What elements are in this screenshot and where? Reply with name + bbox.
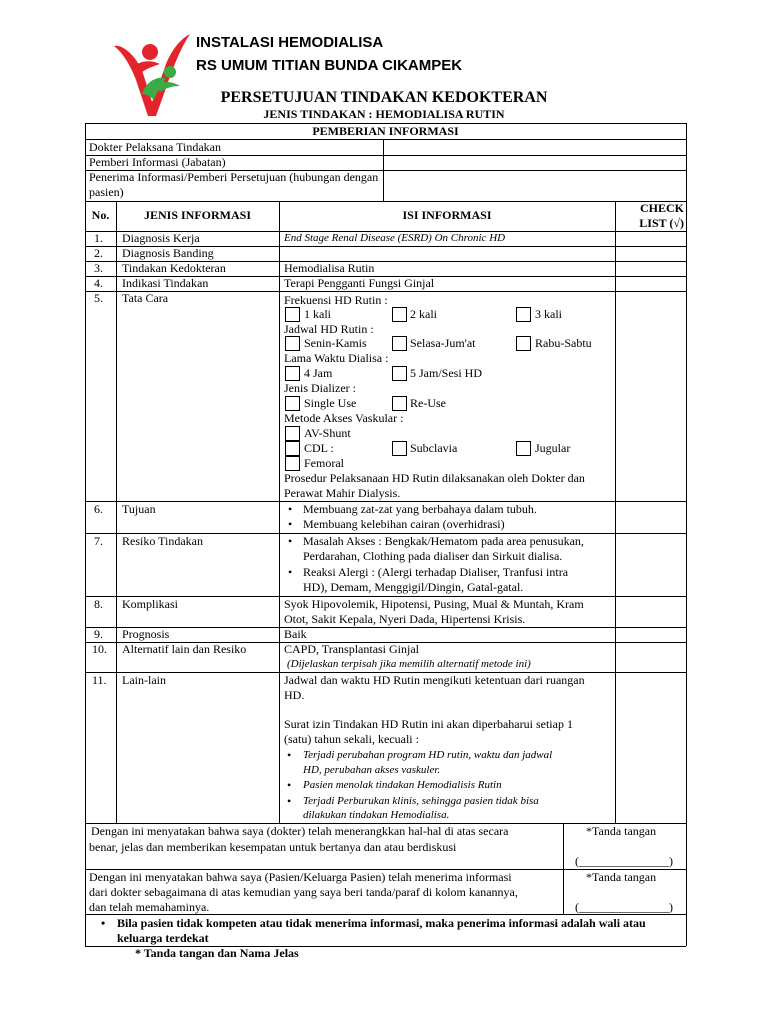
row-isi: Hemodialisa Rutin bbox=[284, 261, 375, 275]
bullet-icon: • bbox=[287, 748, 292, 762]
option-label: 4 Jam bbox=[304, 366, 333, 380]
row-no: 6. bbox=[94, 502, 103, 516]
row-no: 4. bbox=[94, 276, 103, 290]
row-no: 1. bbox=[94, 231, 103, 245]
row-no: 8. bbox=[94, 597, 103, 611]
doctor-statement: benar, jelas dan memberikan kesempatan untuk bertanya dan atau berdiskusi bbox=[89, 840, 457, 854]
header-no: No. bbox=[91, 208, 110, 222]
footer-note: keluarga terdekat bbox=[117, 931, 209, 945]
checkbox-cdl[interactable] bbox=[285, 441, 300, 456]
check-cell[interactable] bbox=[616, 247, 685, 261]
lama-label: Lama Waktu Dialisa : bbox=[284, 351, 389, 365]
row-note: (Dijelaskan terpisah jika memilih alternatif metode ini) bbox=[287, 658, 531, 670]
institution-name: INSTALASI HEMODIALISA bbox=[196, 34, 384, 51]
patient-sign-field[interactable]: (_______________) bbox=[575, 900, 673, 914]
dializer-label: Jenis Dializer : bbox=[284, 381, 356, 395]
header-jenis: JENIS INFORMASI bbox=[143, 208, 251, 222]
check-cell[interactable] bbox=[616, 534, 685, 596]
row-isi: Terapi Pengganti Fungsi Ginjal bbox=[284, 276, 435, 290]
option-label: Re-Use bbox=[410, 396, 446, 410]
bullet-icon: • bbox=[288, 534, 293, 548]
bullet-icon: • bbox=[287, 794, 292, 808]
row-jenis: Tindakan Kedokteran bbox=[122, 261, 226, 275]
row-isi: Otot, Sakit Kepala, Nyeri Dada, Hipertensi Krisis. bbox=[284, 612, 526, 626]
bullet-text: Perdarahan, Clothing pada dialiser dan Sirkuit dialisa. bbox=[303, 549, 563, 563]
bullet-icon: • bbox=[288, 502, 293, 516]
row-no: 11. bbox=[92, 673, 107, 687]
bullet-text: HD), Demam, Menggigil/Dingin, Gatal-gatal. bbox=[303, 580, 524, 594]
page-subtitle: JENIS TINDAKAN : HEMODIALISA RUTIN bbox=[263, 107, 505, 121]
row-no: 7. bbox=[94, 534, 103, 548]
row-isi: HD. bbox=[284, 688, 305, 702]
section-title: PEMBERIAN INFORMASI bbox=[312, 124, 459, 138]
row-no: 10. bbox=[92, 642, 107, 656]
row-isi: Syok Hipovolemik, Hipotensi, Pusing, Mual & Muntah, Kram bbox=[284, 597, 584, 611]
metode-label: Metode Akses Vaskular : bbox=[284, 411, 404, 425]
doctor-statement: Dengan ini menyatakan bahwa saya (dokter) telah menerangkkan hal-hal di atas secara bbox=[91, 824, 509, 838]
check-cell[interactable] bbox=[616, 232, 685, 246]
row-no: 5. bbox=[94, 291, 103, 305]
bullet-text: Terjadi perubahan program HD rutin, waktu dan jadwal bbox=[303, 749, 553, 761]
checkbox-2-kali[interactable] bbox=[392, 307, 407, 322]
row-jenis: Resiko Tindakan bbox=[122, 534, 204, 548]
bullet-icon: • bbox=[101, 916, 106, 930]
signature-note: * Tanda tangan dan Nama Jelas bbox=[135, 946, 299, 960]
option-label: Senin-Kamis bbox=[304, 336, 367, 350]
checkbox-3-kali[interactable] bbox=[516, 307, 531, 322]
row-jenis: Tujuan bbox=[122, 502, 156, 516]
row-isi: CAPD, Transplantasi Ginjal bbox=[284, 642, 420, 656]
option-label: Jugular bbox=[535, 441, 571, 455]
row-isi: (satu) tahun sekali, kecuali : bbox=[284, 732, 419, 746]
row-jenis: Komplikasi bbox=[122, 597, 178, 611]
bullet-icon: • bbox=[288, 517, 293, 531]
checkbox-re-use[interactable] bbox=[392, 396, 407, 411]
patient-statement: dan telah memahaminya. bbox=[89, 900, 210, 914]
bullet-text: HD, perubahan akses vaskuler. bbox=[303, 764, 441, 776]
bullet-icon: • bbox=[287, 778, 292, 792]
bullet-text: Pasien menolak tindakan Hemodialisis Rutin bbox=[303, 779, 502, 791]
option-label: CDL : bbox=[304, 441, 334, 455]
row-no: 9. bbox=[94, 627, 103, 641]
row-jenis: Lain-lain bbox=[122, 673, 166, 687]
field-label-penerima: Penerima Informasi/Pemberi Persetujuan (hubungan dengan pasien) bbox=[89, 170, 379, 199]
bullet-text: dilakukan tindakan Hemodialisa. bbox=[303, 809, 450, 821]
field-label-dokter: Dokter Pelaksana Tindakan bbox=[89, 140, 221, 154]
field-label-pemberi: Pemberi Informasi (Jabatan) bbox=[89, 155, 226, 169]
check-cell[interactable] bbox=[616, 502, 685, 533]
row-jenis: Diagnosis Banding bbox=[122, 246, 214, 260]
row-jenis: Tata Cara bbox=[122, 291, 169, 305]
checkbox-selasa-jumat[interactable] bbox=[392, 336, 407, 351]
frekuensi-label: Frekuensi HD Rutin : bbox=[284, 293, 388, 307]
option-label: 3 kali bbox=[535, 307, 562, 321]
option-label: AV-Shunt bbox=[304, 426, 351, 440]
page-title: PERSETUJUAN TINDAKAN KEDOKTERAN bbox=[220, 89, 548, 106]
bullet-text: Membuang kelebihan cairan (overhidrasi) bbox=[303, 517, 505, 531]
option-label: Femoral bbox=[304, 456, 344, 470]
patient-statement: dari dokter sebagaimana di atas kemudian yang saya beri tanda/paraf di kolom kanannya, bbox=[89, 885, 518, 899]
row-jenis: Prognosis bbox=[122, 627, 170, 641]
bullet-text: Membuang zat-zat yang berbahaya dalam tubuh. bbox=[303, 502, 537, 516]
hospital-name: RS UMUM TITIAN BUNDA CIKAMPEK bbox=[196, 57, 463, 74]
row-isi: Baik bbox=[284, 627, 307, 641]
doctor-sign-field[interactable]: (_______________) bbox=[575, 854, 673, 868]
check-cell[interactable] bbox=[616, 597, 685, 627]
bullet-text: Masalah Akses : Bengkak/Hematom pada area penusukan, bbox=[303, 534, 584, 548]
checkbox-single-use[interactable] bbox=[285, 396, 300, 411]
row-isi: Jadwal dan waktu HD Rutin mengikuti ketentuan dari ruangan bbox=[284, 673, 585, 687]
pemberi-input[interactable] bbox=[384, 156, 685, 170]
checkbox-jugular[interactable] bbox=[516, 441, 531, 456]
bullet-text: Reaksi Alergi : (Alergi terhadap Dialiser, Tranfusi intra bbox=[303, 565, 569, 579]
checkbox-1-kali[interactable] bbox=[285, 307, 300, 322]
checkbox-senin-kamis[interactable] bbox=[285, 336, 300, 351]
footer-note: Bila pasien tidak kompeten atau tidak menerima informasi, maka penerima informasi adalah wali atau bbox=[117, 916, 646, 930]
row-isi: End Stage Renal Disease (ESRD) On Chronic HD bbox=[284, 232, 506, 244]
option-label: 2 kali bbox=[410, 307, 437, 321]
jadwal-label: Jadwal HD Rutin : bbox=[284, 322, 374, 336]
dokter-input[interactable] bbox=[384, 140, 685, 155]
check-cell[interactable] bbox=[616, 277, 685, 291]
row-no: 2. bbox=[94, 246, 103, 260]
row-jenis: Diagnosis Kerja bbox=[122, 231, 200, 245]
prosedur-text: Prosedur Pelaksanaan HD Rutin dilaksanakan oleh Dokter dan Perawat Mahir Dialysis. bbox=[284, 471, 585, 500]
option-label: 1 kali bbox=[304, 307, 331, 321]
option-label: 5 Jam/Sesi HD bbox=[410, 366, 482, 380]
option-label: Rabu-Sabtu bbox=[535, 336, 592, 350]
penerima-input[interactable] bbox=[384, 171, 685, 201]
option-label: Single Use bbox=[304, 396, 357, 410]
checkbox-5-jam[interactable] bbox=[392, 366, 407, 381]
patient-sign-label: *Tanda tangan bbox=[586, 870, 657, 884]
checkbox-4-jam[interactable] bbox=[285, 366, 300, 381]
header-check: CHECK LIST (√) bbox=[639, 201, 684, 230]
checkbox-femoral[interactable] bbox=[285, 456, 300, 471]
bullet-icon: • bbox=[288, 565, 293, 579]
patient-statement: Dengan ini menyatakan bahwa saya (Pasien/Keluarga Pasien) telah menerima informasi bbox=[89, 870, 512, 884]
check-cell[interactable] bbox=[616, 673, 685, 823]
doctor-sign-label: *Tanda tangan bbox=[586, 824, 657, 838]
check-cell[interactable] bbox=[616, 262, 685, 276]
check-cell[interactable] bbox=[616, 292, 685, 501]
option-label: Subclavia bbox=[410, 441, 458, 455]
header-isi: ISI INFORMASI bbox=[402, 208, 492, 222]
row-no: 3. bbox=[94, 261, 103, 275]
row-jenis: Indikasi Tindakan bbox=[122, 276, 209, 290]
checkbox-rabu-sabtu[interactable] bbox=[516, 336, 531, 351]
row-isi: Surat izin Tindakan HD Rutin ini akan diperbaharui setiap 1 bbox=[284, 717, 573, 731]
checkbox-av-shunt[interactable] bbox=[285, 426, 300, 441]
row-jenis: Alternatif lain dan Resiko bbox=[122, 642, 247, 656]
checkbox-subclavia[interactable] bbox=[392, 441, 407, 456]
check-cell[interactable] bbox=[616, 628, 685, 642]
check-cell[interactable] bbox=[616, 643, 685, 672]
bullet-text: Terjadi Perburukan klinis, sehingga pasien tidak bisa bbox=[303, 795, 539, 807]
option-label: Selasa-Jum'at bbox=[410, 336, 476, 350]
